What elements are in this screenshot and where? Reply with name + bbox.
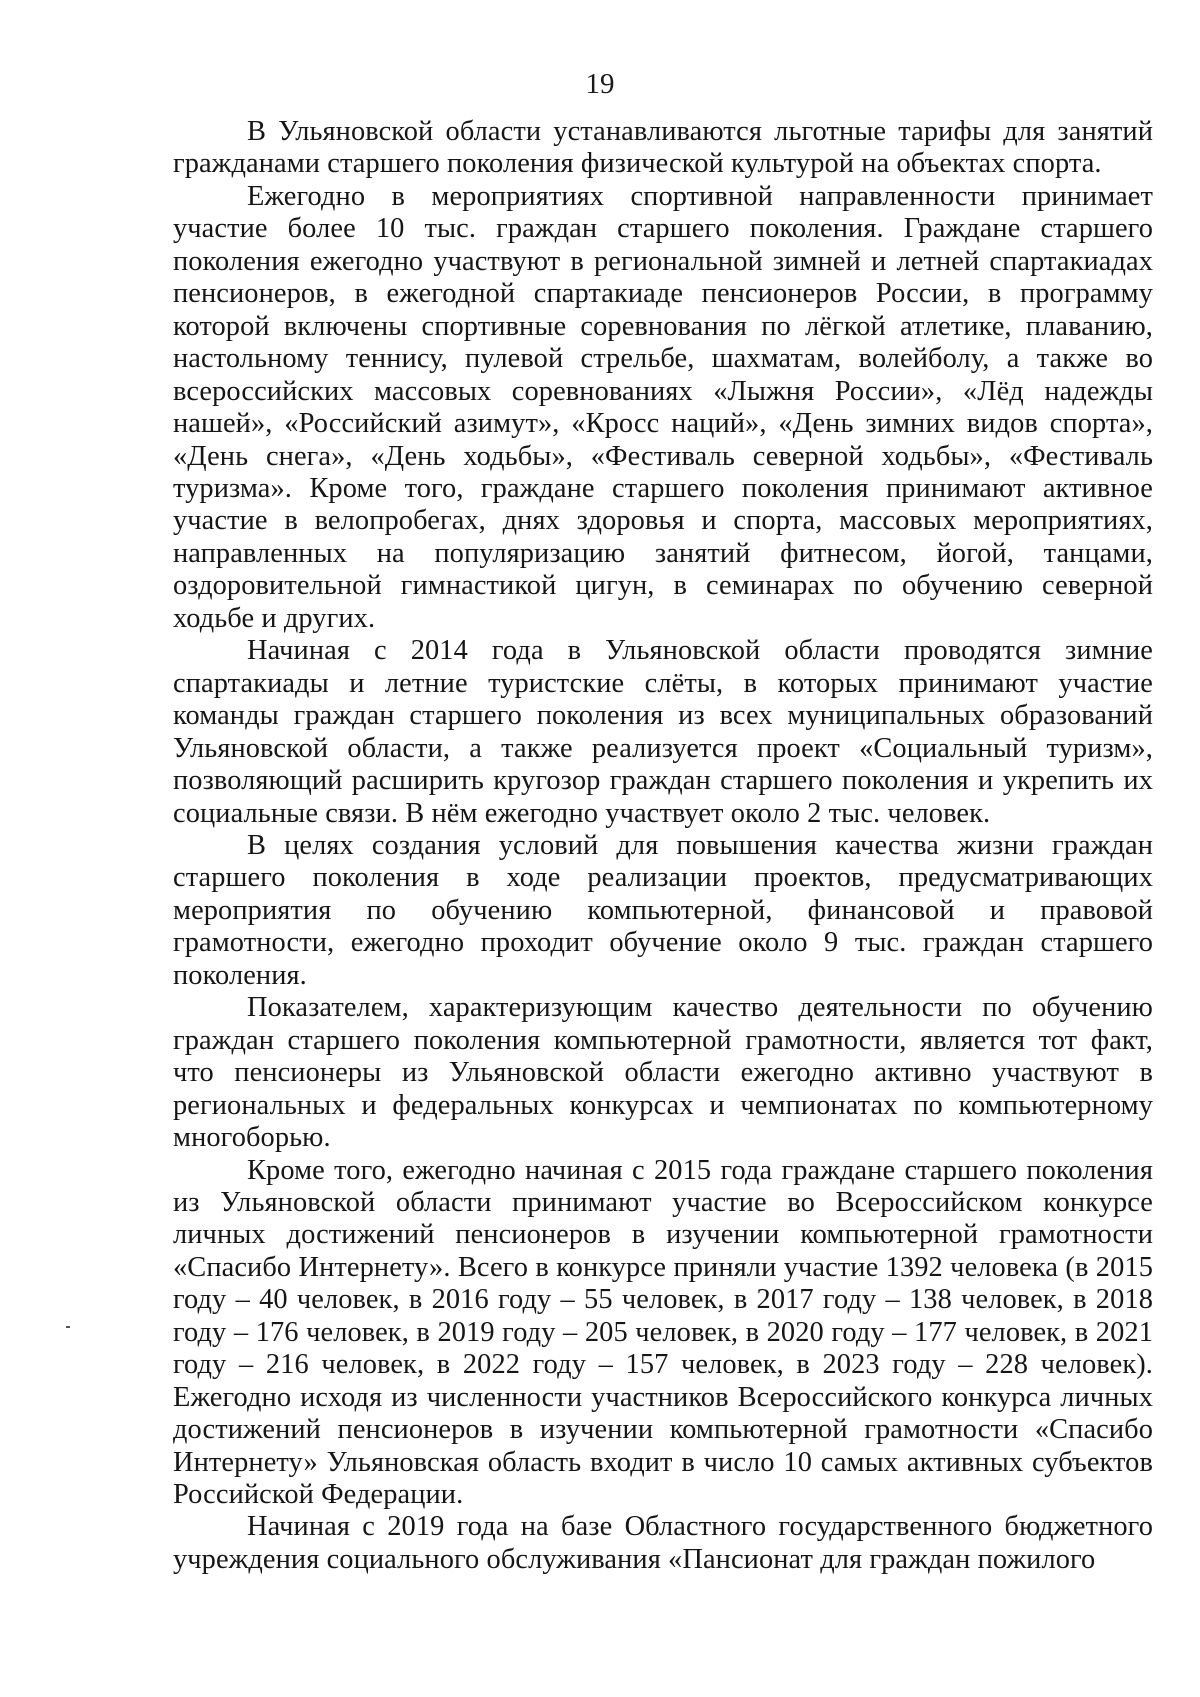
- paragraph-sport-events: Ежегодно в мероприятиях спортивной направленности принимает участие более 10 тыс. граждан старшего поколения. Граждане старшего поколения ежегодно участвуют в региональной зимней и летней спартакиадах пенсионеров, в ежегодной спартакиаде пенсионеров России, в программу которой включены спортивные соревнования по лёгкой атлетике, плаванию, настольному теннису, пулевой стрельбе, шахматам, волейболу, а также во всероссийских массовых соревнованиях «Лыжня России», «Лёд надежды нашей», «Российский азимут», «Кросс наций», «День зимних видов спорта», «День снега», «День ходьбы», «Фестиваль северной ходьбы», «Фестиваль туризма». Кроме того, граждане старшего поколения принимают активное участие в велопробегах, днях здоровья и спорта, массовых мероприятиях, направленных на популяризацию занятий фитнесом, йогой, танцами, оздоровительной гимнастикой цигун, в семинарах по обучению северной ходьбе и других.: [173, 180, 1153, 634]
- paragraph-tourism: Начиная с 2014 года в Ульяновской области проводятся зимние спартакиады и летние туристские слёты, в которых принимают участие команды граждан старшего поколения из всех муниципальных образований Ульяновской области, а также реализуется проект «Социальный туризм», позволяющий расширить кругозор граждан старшего поколения и укрепить их социальные связи. В нём ежегодно участвует около 2 тыс. человек.: [173, 635, 1153, 829]
- page-number: 19: [585, 68, 615, 100]
- paragraph-computer-literacy: Показателем, характеризующим качество деятельности по обучению граждан старшего поколения компьютерной грамотности, является тот факт, что пенсионеры из Ульяновской области ежегодно активно участвуют в региональных и федеральных конкурсах и чемпионатах по компьютерному многоборью.: [173, 992, 1153, 1154]
- body-text: [173, 116, 1153, 1576]
- paragraph-literacy-training: В целях создания условий для повышения качества жизни граждан старшего поколения в ходе реализации проектов, предусматривающих мероприятия по обучению компьютерной, финансовой и правовой грамотности, ежегодно проходит обучение около 9 тыс. граждан старшего поколения.: [173, 829, 1153, 991]
- paragraph-pension-home: Начиная с 2019 года на базе Областного государственного бюджетного учреждения социального обслуживания «Пансионат для граждан пожилого: [173, 1511, 1153, 1575]
- paragraph-sport-tariffs: В Ульяновской области устанавливаются льготные тарифы для занятий гражданами старшего поколения физической культурой на объектах спорта.: [173, 116, 1153, 180]
- paragraph-internet-contest: Кроме того, ежегодно начиная с 2015 года граждане старшего поколения из Ульяновской области принимают участие во Всероссийском конкурсе личных достижений пенсионеров в изучении компьютерной грамотности «Спасибо Интернету». Всего в конкурсе приняли участие 1392 человека (в 2015 году – 40 человек, в 2016 году – 55 человек, в 2017 году – 138 человек, в 2018 году – 176 человек, в 2019 году – 205 человек, в 2020 году – 177 человек, в 2021 году – 216 человек, в 2022 году – 157 человек, в 2023 году – 228 человек). Ежегодно исходя из численности участников Всероссийского конкурса личных достижений пенсионеров в изучении компьютерной грамотности «Спасибо Интернету» Ульяновская область входит в число 10 самых активных субъектов Российской Федерации.: [173, 1154, 1153, 1511]
- scan-speck: [66, 1326, 70, 1328]
